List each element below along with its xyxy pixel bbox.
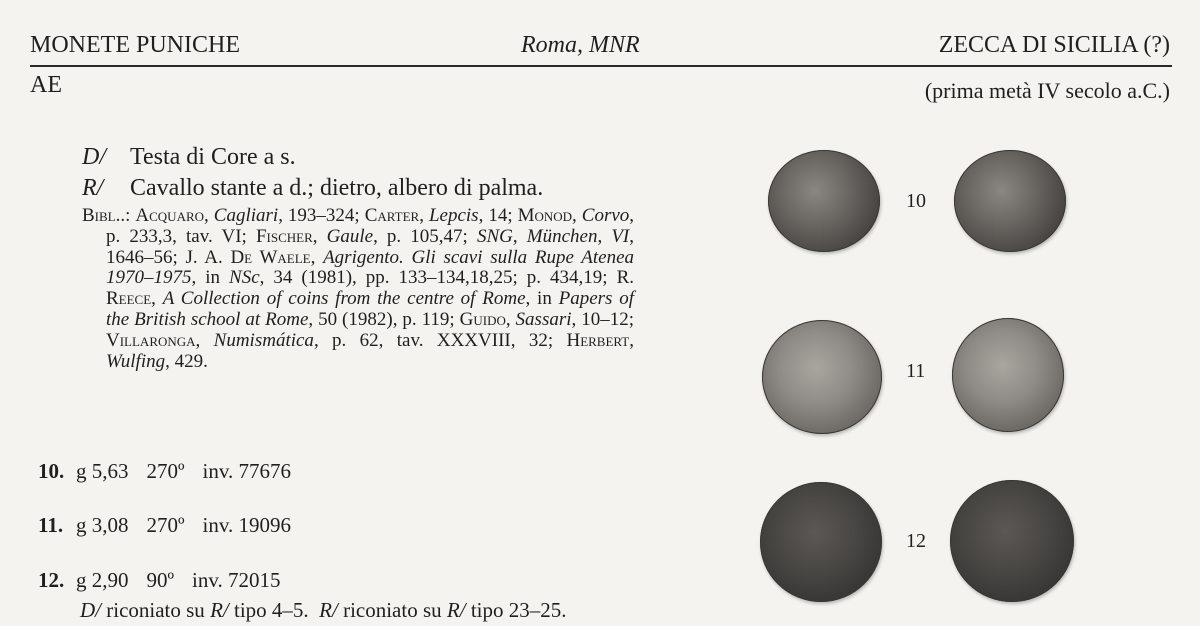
bibliography-part: VI <box>611 225 630 247</box>
metal-label: AE <box>30 72 62 98</box>
bibliography-part: , 34 (1981), pp. 133–134,18,25; p. 434,19; R. <box>259 267 635 289</box>
coin-10-reverse-image <box>954 150 1066 252</box>
bibliography-label: Bibl. <box>82 205 121 226</box>
entry-number: 11. <box>38 513 64 537</box>
bibliography-part: A Collection of coins from the centre of Rome <box>162 288 526 310</box>
date-range: (prima metà IV secolo a.C.) <box>924 78 1170 103</box>
bibliography-part: Numismática <box>213 329 314 351</box>
bibliography-part: Acquaro <box>135 205 205 226</box>
coin-12-label: 12 <box>906 530 926 552</box>
bibliography-part: , <box>629 329 634 351</box>
note-d-text: riconiato su <box>106 598 205 622</box>
header-rule <box>30 65 1172 67</box>
bibliography-part: , <box>151 288 163 310</box>
bibliography-part: , 50 (1982), p. 119; <box>308 308 460 330</box>
bibliography-part: Reece <box>106 288 152 310</box>
bibliography-part: Sassari <box>515 308 572 330</box>
bibliography-part: , p. 233,3, tav. VI; <box>106 205 635 247</box>
coin-12-reverse-image <box>950 480 1074 602</box>
bibliography-part: Fischer <box>255 225 313 247</box>
bibliography: Bibl..: Acquaro, Cagliari, 193–324; Carter, Lepcis, 14; Monod, Corvo, p. 233,3, tav. VI; Fischer, Gaule, p. 105,47; SNG, München, VI, 1646–56; J. A. De Waele, Agrigento. Gli scavi sulla Rupe Atenea 1970–1975, in NSc, 34 (1981), pp. 133–134,18,25; p. 434,19; R. Reece, A Collection of coins from the centre of Rome, in Papers of the British school at Rome, 50 (1982), p. 119; Guido, Sassari, 10–12; Villaronga, Numismática, p. 62, tav. XXXVIII, 32; Herbert, Wulfing, 429. <box>82 205 635 372</box>
bibliography-part: , <box>195 329 214 351</box>
entry-number: 10. <box>38 459 65 483</box>
entry-11 <box>38 513 291 538</box>
bibliography-part: , 14; <box>478 205 518 226</box>
note-r-text: riconiato su <box>343 598 442 622</box>
bibliography-part: Agrigento. Gli scavi sulla Rupe Atenea 1970–1975 <box>106 246 634 289</box>
bibliography-part: , <box>312 225 327 247</box>
bibliography-part: , in <box>191 267 230 289</box>
bibliography-part: NSc <box>229 267 260 289</box>
bibliography-part: Lepcis <box>428 205 479 226</box>
running-head-center: Roma, MNR <box>521 32 640 58</box>
bibliography-part: , 1646–56; J. A. <box>106 225 635 268</box>
bibliography-part: , 193–324; <box>278 205 365 226</box>
bibliography-part: , in <box>525 288 559 310</box>
entry-10 <box>38 459 291 484</box>
entry-weight: g 2,90 <box>76 568 129 592</box>
entry-axis: 270º <box>146 513 185 537</box>
bibliography-part: München <box>526 225 598 247</box>
coin-10-label: 10 <box>906 190 926 212</box>
entry-number: 12. <box>38 568 65 592</box>
bibliography-part: Villaronga <box>106 329 196 351</box>
entry-weight: g 5,63 <box>76 459 129 483</box>
coin-11-label: 11 <box>906 360 926 382</box>
bibliography-part: , 10–12; <box>571 308 634 330</box>
reverse-siglum: R/ <box>82 175 104 201</box>
bibliography-part: , p. 62, tav. XXXVIII, 32; <box>313 329 567 351</box>
running-head-left: MONETE PUNICHE <box>30 32 240 58</box>
obverse-description: Testa di Core a s. <box>130 144 296 170</box>
entry-inventory: inv. 72015 <box>192 568 281 592</box>
bibliography-part: Papers of the British school at Rome <box>106 288 635 330</box>
coin-11-obverse-image <box>762 320 882 434</box>
bibliography-part: Carter <box>364 205 420 226</box>
note-r-ref-text: tipo 23–25. <box>470 598 567 622</box>
bibliography-part: Gaule <box>326 225 374 247</box>
overstrike-note <box>80 598 566 623</box>
coin-10-obverse-image <box>768 150 880 252</box>
bibliography-part: SNG <box>476 225 513 247</box>
bibliography-part: , 429. <box>165 350 208 372</box>
obverse-siglum: D/ <box>82 144 106 170</box>
obverse-line <box>82 144 296 171</box>
bibliography-part: Monod <box>517 205 573 226</box>
coin-11-reverse-image <box>952 318 1064 432</box>
entry-inventory: inv. 19096 <box>202 513 291 537</box>
bibliography-part: , <box>204 205 214 226</box>
bibliography-part: , <box>512 225 527 247</box>
note-d-siglum: D/ <box>80 598 101 622</box>
bibliography-part: , <box>505 308 516 330</box>
bibliography-part: Corvo <box>581 205 630 226</box>
bibliography-part: , <box>572 205 582 226</box>
reverse-description: Cavallo stante a d.; dietro, albero di palma. <box>130 175 544 201</box>
reverse-line <box>82 175 543 202</box>
bibliography-part: Cagliari <box>213 205 279 226</box>
bibliography-part: Herbert <box>566 329 630 351</box>
note-d-ref-text: tipo 4–5. <box>233 598 309 622</box>
entry-12 <box>38 568 281 593</box>
coin-12-obverse-image <box>760 482 882 602</box>
note-d-ref-siglum: R/ <box>210 598 229 622</box>
entry-axis: 90º <box>146 568 175 592</box>
note-r-siglum: R/ <box>319 598 338 622</box>
bibliography-part: , <box>419 205 429 226</box>
running-head-right: ZECCA DI SICILIA (?) <box>938 32 1170 58</box>
bibliography-part: , p. 105,47; <box>373 225 477 247</box>
bibliography-text <box>106 205 634 372</box>
entry-weight: g 3,08 <box>76 513 129 537</box>
note-r-ref-siglum: R/ <box>446 598 466 622</box>
bibliography-part: De Waele <box>230 246 311 268</box>
bibliography-part: Wulfing <box>106 350 166 372</box>
entry-inventory: inv. 77676 <box>202 459 291 483</box>
bibliography-part: , <box>597 225 612 247</box>
entry-axis: 270º <box>146 459 185 483</box>
bibliography-part: Guido <box>459 308 506 330</box>
bibliography-part: , <box>310 246 324 268</box>
